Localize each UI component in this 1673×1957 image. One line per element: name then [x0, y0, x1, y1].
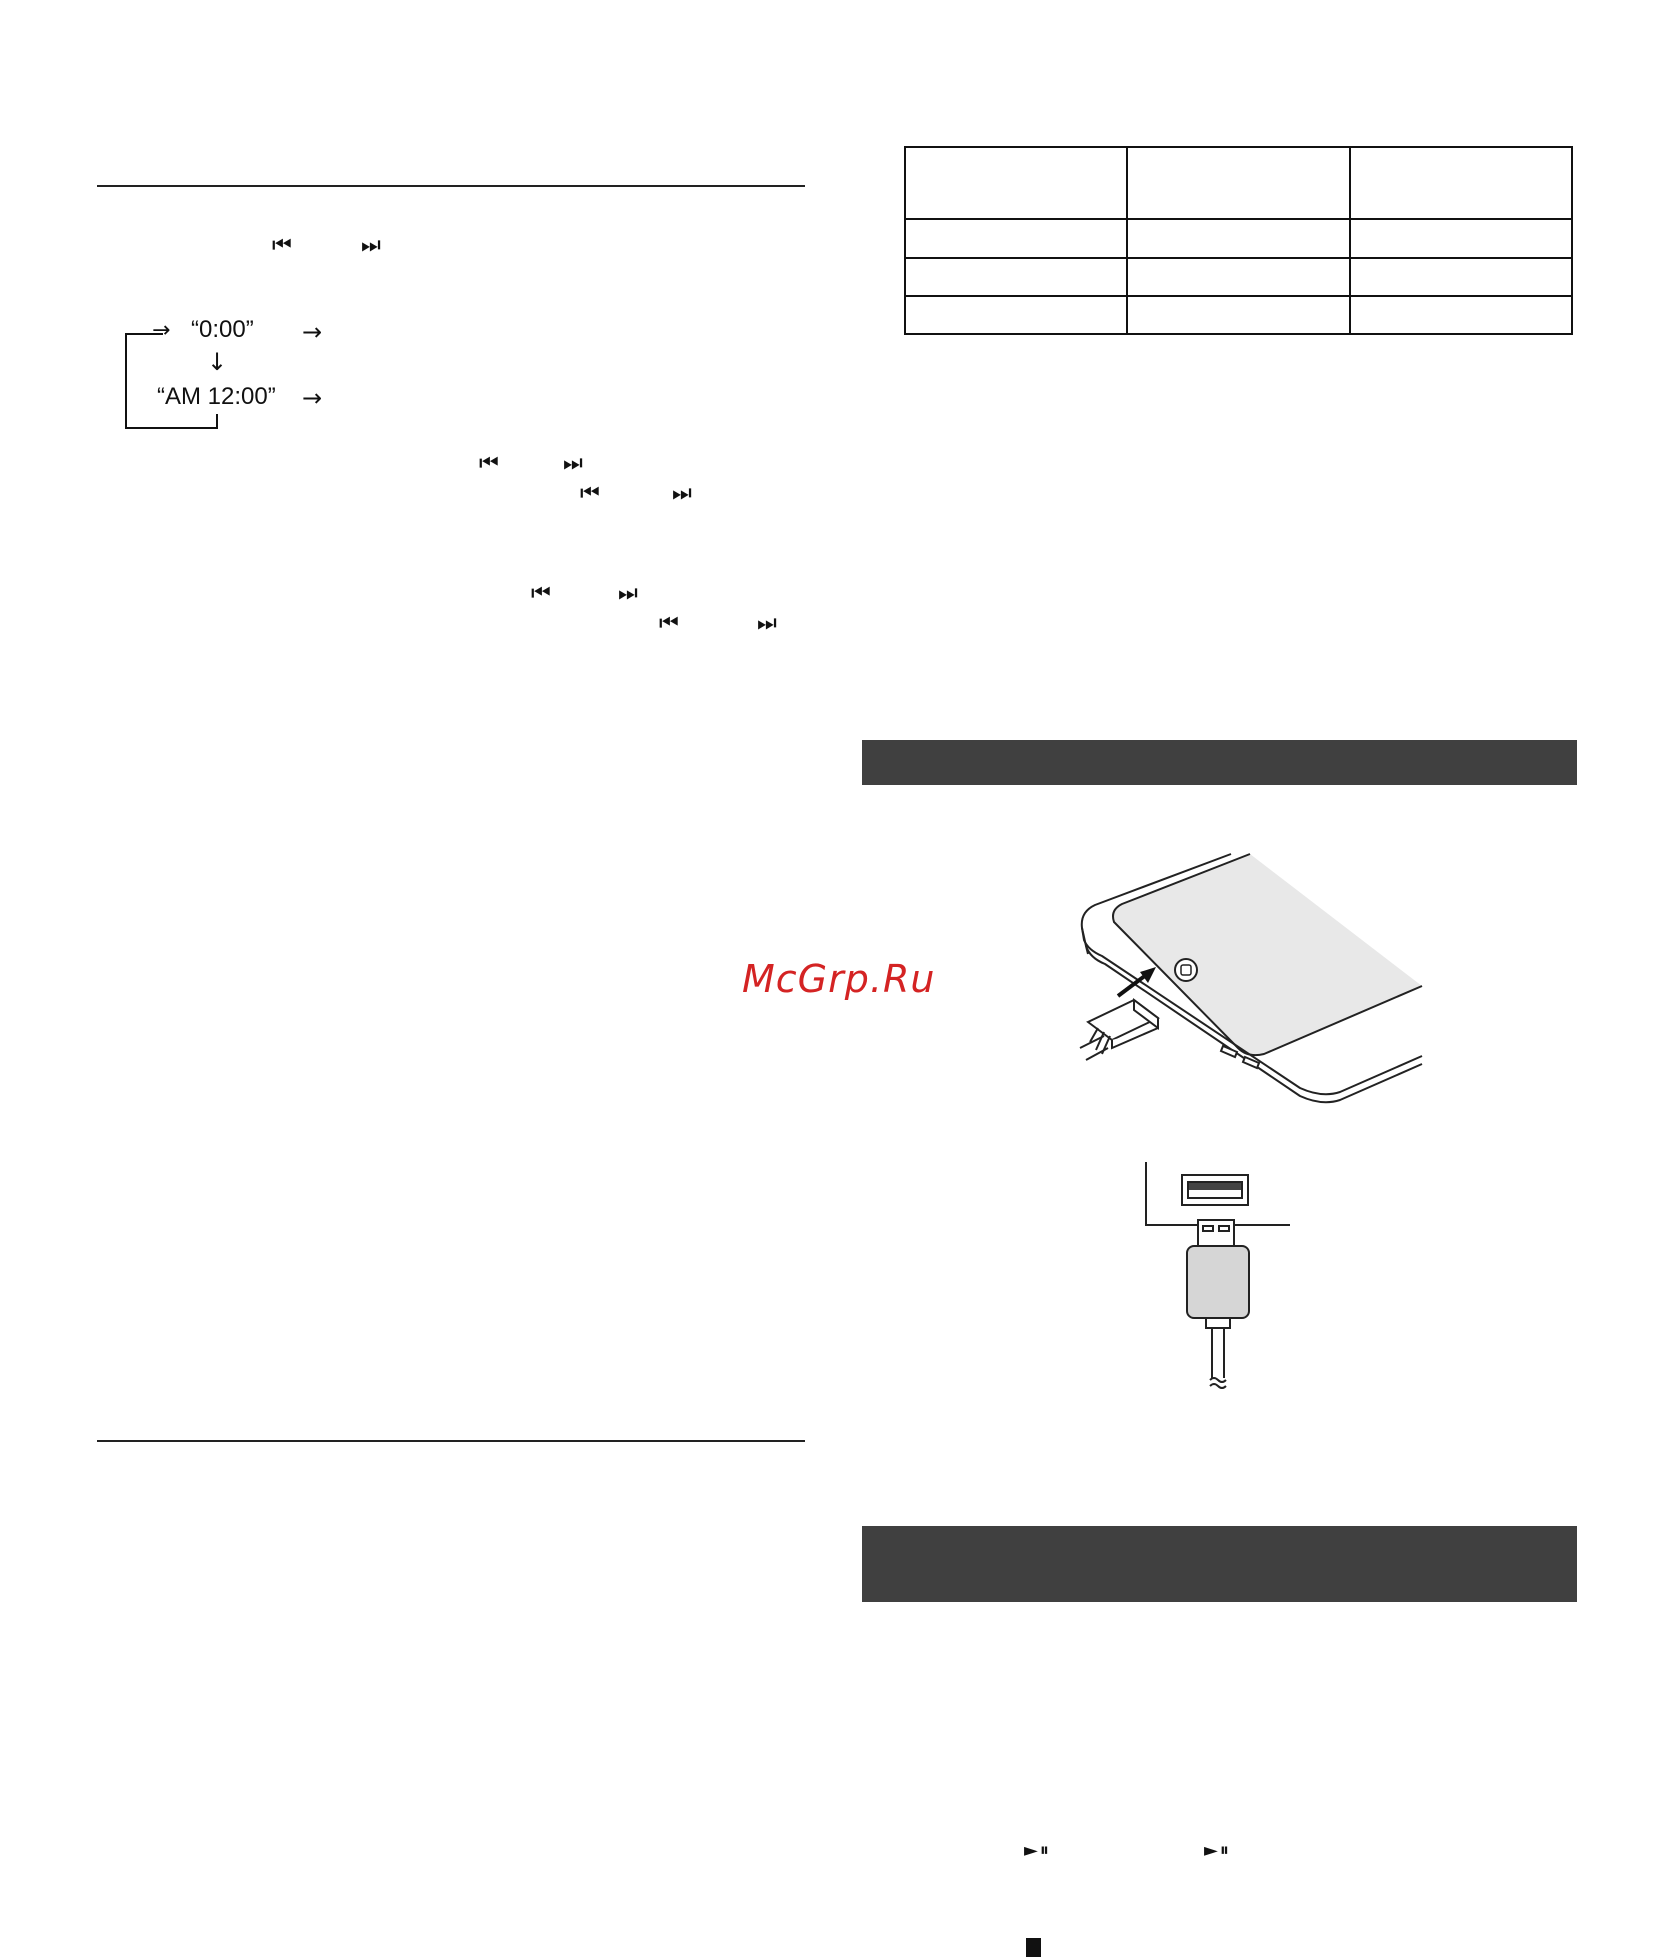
- arrow-down: ↓: [207, 348, 228, 376]
- clock-option-12h: “AM 12:00”: [157, 383, 276, 410]
- skip-forward-icon: ⏭: [563, 451, 580, 476]
- table-cell: [905, 296, 1127, 334]
- skip-back-icon: ⏮: [272, 233, 289, 258]
- section-header-band-2: [862, 1526, 1577, 1602]
- section-rule-bottom: [97, 1440, 805, 1442]
- skip-back-icon: ⏮: [479, 451, 496, 476]
- table-cell: [905, 258, 1127, 296]
- table-row: [905, 219, 1572, 258]
- skip-back-icon: ⏮: [531, 581, 548, 606]
- table-cell: [1350, 258, 1572, 296]
- skip-forward-icon: ⏭: [361, 233, 378, 258]
- cycle-line-left: [125, 333, 127, 428]
- watermark-text: McGrp.Ru: [742, 957, 936, 1001]
- cycle-line-bottom: [125, 427, 218, 429]
- cycle-line-return: [216, 414, 218, 429]
- skip-forward-icon: ⏭: [672, 481, 689, 506]
- table-row: [905, 258, 1572, 296]
- arrow-right-12h: →: [302, 384, 323, 412]
- table-cell: [1127, 258, 1349, 296]
- cycle-arrow-head: →: [152, 318, 171, 343]
- clock-option-24h: “0:00”: [191, 316, 254, 343]
- usb-connector-illustration: [1140, 1160, 1300, 1390]
- table-cell: [1350, 219, 1572, 258]
- spec-table: [904, 146, 1573, 335]
- skip-back-icon: ⏮: [659, 611, 676, 636]
- play-pause-icon: ►⏸: [1024, 1840, 1051, 1861]
- table-row: [905, 296, 1572, 334]
- stop-icon: [1026, 1938, 1041, 1957]
- table-cell: [905, 147, 1127, 219]
- table-cell: [905, 219, 1127, 258]
- skip-forward-icon: ⏭: [618, 581, 635, 606]
- section-rule-top: [97, 185, 805, 187]
- table-cell: [1350, 147, 1572, 219]
- table-cell: [1127, 147, 1349, 219]
- arrow-right-24h: →: [302, 318, 323, 346]
- play-pause-icon: ►⏸: [1204, 1840, 1231, 1861]
- section-header-band: [862, 740, 1577, 785]
- skip-forward-icon: ⏭: [757, 611, 774, 636]
- table-row: [905, 147, 1572, 219]
- table-cell: [1127, 296, 1349, 334]
- table-cell: [1127, 219, 1349, 258]
- table-cell: [1350, 296, 1572, 334]
- tablet-illustration: [1060, 850, 1430, 1110]
- skip-back-icon: ⏮: [580, 481, 597, 506]
